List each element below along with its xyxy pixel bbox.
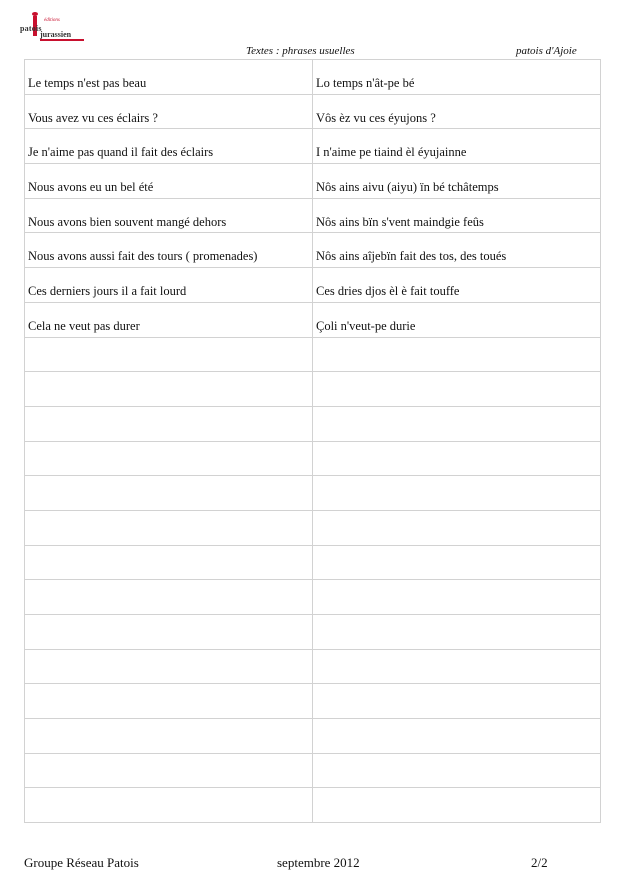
french-phrase-cell (25, 546, 313, 580)
table-row (25, 199, 601, 234)
patois-phrase-cell (313, 650, 601, 684)
french-phrase-cell (25, 442, 313, 476)
french-phrase-cell: Ces derniers jours il a fait lourd (25, 268, 313, 302)
french-phrase-cell (25, 788, 313, 822)
french-phrase-cell (25, 719, 313, 753)
patois-phrase-cell (313, 338, 601, 372)
logo-bar (40, 39, 84, 41)
table-row (25, 372, 601, 407)
table-row (25, 338, 601, 373)
table-row (25, 650, 601, 685)
patois-phrase-cell (313, 615, 601, 649)
phrase-table (24, 59, 601, 823)
french-phrase-cell (25, 684, 313, 718)
table-row (25, 95, 601, 130)
table-row (25, 684, 601, 719)
patois-phrase-cell: Ces dries djos èl è fait touffe (313, 268, 601, 302)
table-row (25, 719, 601, 754)
patois-phrase-cell: Vôs èz vu ces éyujons ? (313, 95, 601, 129)
patois-phrase-cell: Nôs ains aivu (aiyu) ïn bé tchâtemps (313, 164, 601, 198)
patois-phrase-cell: Nôs ains aîjebïn fait des tos, des toués (313, 233, 601, 267)
patois-phrase-cell (313, 788, 601, 822)
french-phrase-cell (25, 650, 313, 684)
table-row (25, 407, 601, 442)
patois-phrase-cell: Lo temps n'ât-pe bé (313, 60, 601, 94)
french-phrase-cell (25, 754, 313, 788)
patois-phrase-cell (313, 546, 601, 580)
logo-line2: jurassien (40, 30, 72, 39)
french-phrase-cell: Cela ne veut pas durer (25, 303, 313, 337)
french-phrase-cell: Nous avons eu un bel été (25, 164, 313, 198)
table-row (25, 580, 601, 615)
patois-phrase-cell (313, 372, 601, 406)
table-row (25, 511, 601, 546)
patois-phrase-cell (313, 442, 601, 476)
table-row (25, 615, 601, 650)
table-row (25, 546, 601, 581)
table-row (25, 476, 601, 511)
patois-phrase-cell: Nôs ains bïn s'vent maindgie feûs (313, 199, 601, 233)
french-phrase-cell (25, 476, 313, 510)
table-row (25, 788, 601, 823)
french-phrase-cell: Vous avez vu ces éclairs ? (25, 95, 313, 129)
publisher-logo (20, 16, 82, 42)
patois-phrase-cell (313, 754, 601, 788)
patois-phrase-cell (313, 407, 601, 441)
french-phrase-cell (25, 372, 313, 406)
table-row (25, 233, 601, 268)
table-row (25, 60, 601, 95)
french-phrase-cell (25, 407, 313, 441)
french-phrase-cell (25, 580, 313, 614)
french-phrase-cell (25, 338, 313, 372)
table-row (25, 268, 601, 303)
table-row (25, 129, 601, 164)
patois-phrase-cell (313, 719, 601, 753)
footer-date: septembre 2012 (277, 855, 360, 870)
french-phrase-cell: Nous avons aussi fait des tours ( promenades) (25, 233, 313, 267)
table-row (25, 303, 601, 338)
patois-phrase-cell (313, 511, 601, 545)
footer-organization: Groupe Réseau Patois (24, 855, 139, 870)
document-title: Textes : phrases usuelles (246, 45, 355, 57)
patois-phrase-cell: I n'aime pe tiaind èl éyujainne (313, 129, 601, 163)
patois-phrase-cell (313, 684, 601, 718)
logo-small-text: éditions (44, 18, 60, 23)
french-phrase-cell: Le temps n'est pas beau (25, 60, 313, 94)
french-phrase-cell: Nous avons bien souvent mangé dehors (25, 199, 313, 233)
logo-line1: patois (20, 24, 42, 33)
table-row (25, 164, 601, 199)
patois-phrase-cell: Çoli n'veut-pe durie (313, 303, 601, 337)
dialect-label: patois d'Ajoie (516, 45, 577, 57)
patois-phrase-cell (313, 476, 601, 510)
table-row (25, 754, 601, 789)
footer-page-number: 2/2 (531, 855, 548, 870)
french-phrase-cell (25, 511, 313, 545)
french-phrase-cell: Je n'aime pas quand il fait des éclairs (25, 129, 313, 163)
patois-phrase-cell (313, 580, 601, 614)
table-row (25, 442, 601, 477)
french-phrase-cell (25, 615, 313, 649)
